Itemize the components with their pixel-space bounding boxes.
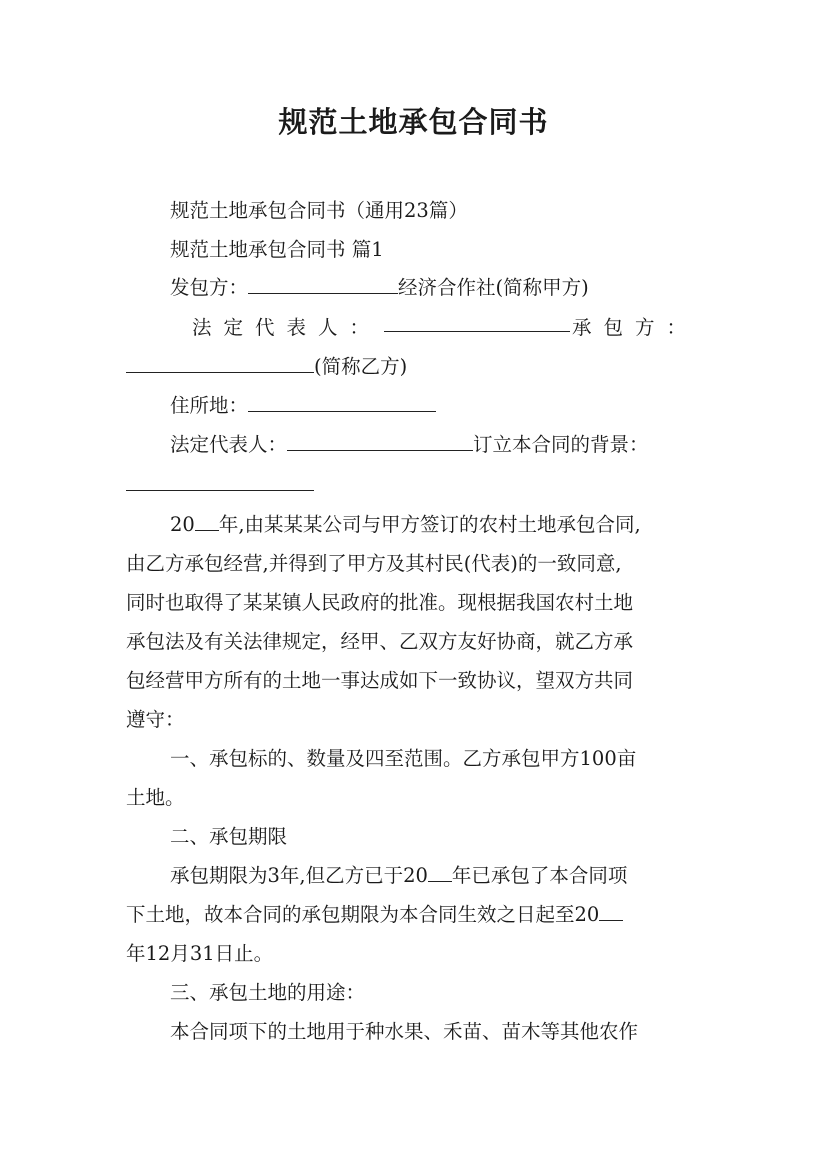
background-line: [126, 470, 702, 500]
issuer-label: 发包方：: [170, 276, 249, 299]
contractor-label: 承包方：: [571, 316, 698, 339]
contractor-suffix: (简称乙方): [314, 355, 408, 378]
paragraph-line: [170, 510, 746, 540]
paragraph-line: 由乙方承包经营,并得到了甲方及其村民(代表)的一致同意,: [126, 552, 622, 575]
legal-rep2-line: [170, 430, 746, 460]
section-2-line: [170, 861, 746, 891]
paragraph-text: 年已承包了本合同项: [451, 864, 628, 887]
section-label: 规范土地承包合同书 篇1: [170, 238, 384, 261]
address-line: [170, 391, 746, 421]
section-2-line: 年12月31日止。: [126, 942, 274, 965]
paragraph-line: 承包法及有关法律规定，经甲、乙双方友好协商，就乙方承: [126, 630, 634, 653]
paragraph-line: 同时也取得了某某镇人民政府的批准。现根据我国农村土地: [126, 591, 634, 614]
section-3-heading: 三、承包土地的用途：: [170, 981, 366, 1004]
paragraph-text: 承包期限为3年,但乙方已于20: [170, 864, 428, 887]
background-blank: [126, 472, 314, 491]
section-1-line: 土地。: [126, 786, 185, 809]
issuer-line: [170, 273, 746, 303]
paragraph-text: 下土地，故本合同的承包期限为本合同生效之日起至20: [126, 903, 600, 926]
section-2-heading: 二、承包期限: [170, 825, 288, 848]
legal-rep-label: 法定代表人：: [192, 316, 382, 339]
issuer-blank: [248, 275, 398, 294]
legal-rep-blank: [384, 313, 570, 332]
year-blank: [428, 863, 452, 882]
issuer-suffix: 经济合作社(简称甲方): [398, 276, 589, 299]
document-title: 规范土地承包合同书: [278, 105, 549, 139]
paragraph-line: 包经营甲方所有的土地一事达成如下一致协议，望双方共同: [126, 669, 634, 692]
section-2-line: [126, 900, 702, 930]
year-blank: [195, 512, 219, 531]
year-blank: [599, 902, 623, 921]
legal-rep2-label: 法定代表人：: [170, 433, 288, 456]
section-1-line: 一、承包标的、数量及四至范围。乙方承包甲方100亩: [170, 747, 637, 770]
address-label: 住所地：: [170, 394, 249, 417]
paragraph-text: 年,由某某某公司与甲方签订的农村土地承包合同,: [218, 513, 641, 536]
section-3-line: 本合同项下的土地用于种水果、禾苗、苗木等其他农作: [170, 1020, 639, 1043]
legal-rep-line: [192, 313, 698, 343]
year-prefix: 20: [170, 513, 195, 536]
paragraph-line: 遵守：: [126, 708, 185, 731]
legal-rep2-blank: [287, 432, 473, 451]
contractor-line: [126, 352, 702, 382]
contractor-blank: [126, 354, 314, 373]
background-label: 订立本合同的背景：: [473, 433, 649, 456]
document-subtitle: 规范土地承包合同书（通用23篇）: [170, 199, 468, 222]
address-blank: [248, 393, 436, 412]
